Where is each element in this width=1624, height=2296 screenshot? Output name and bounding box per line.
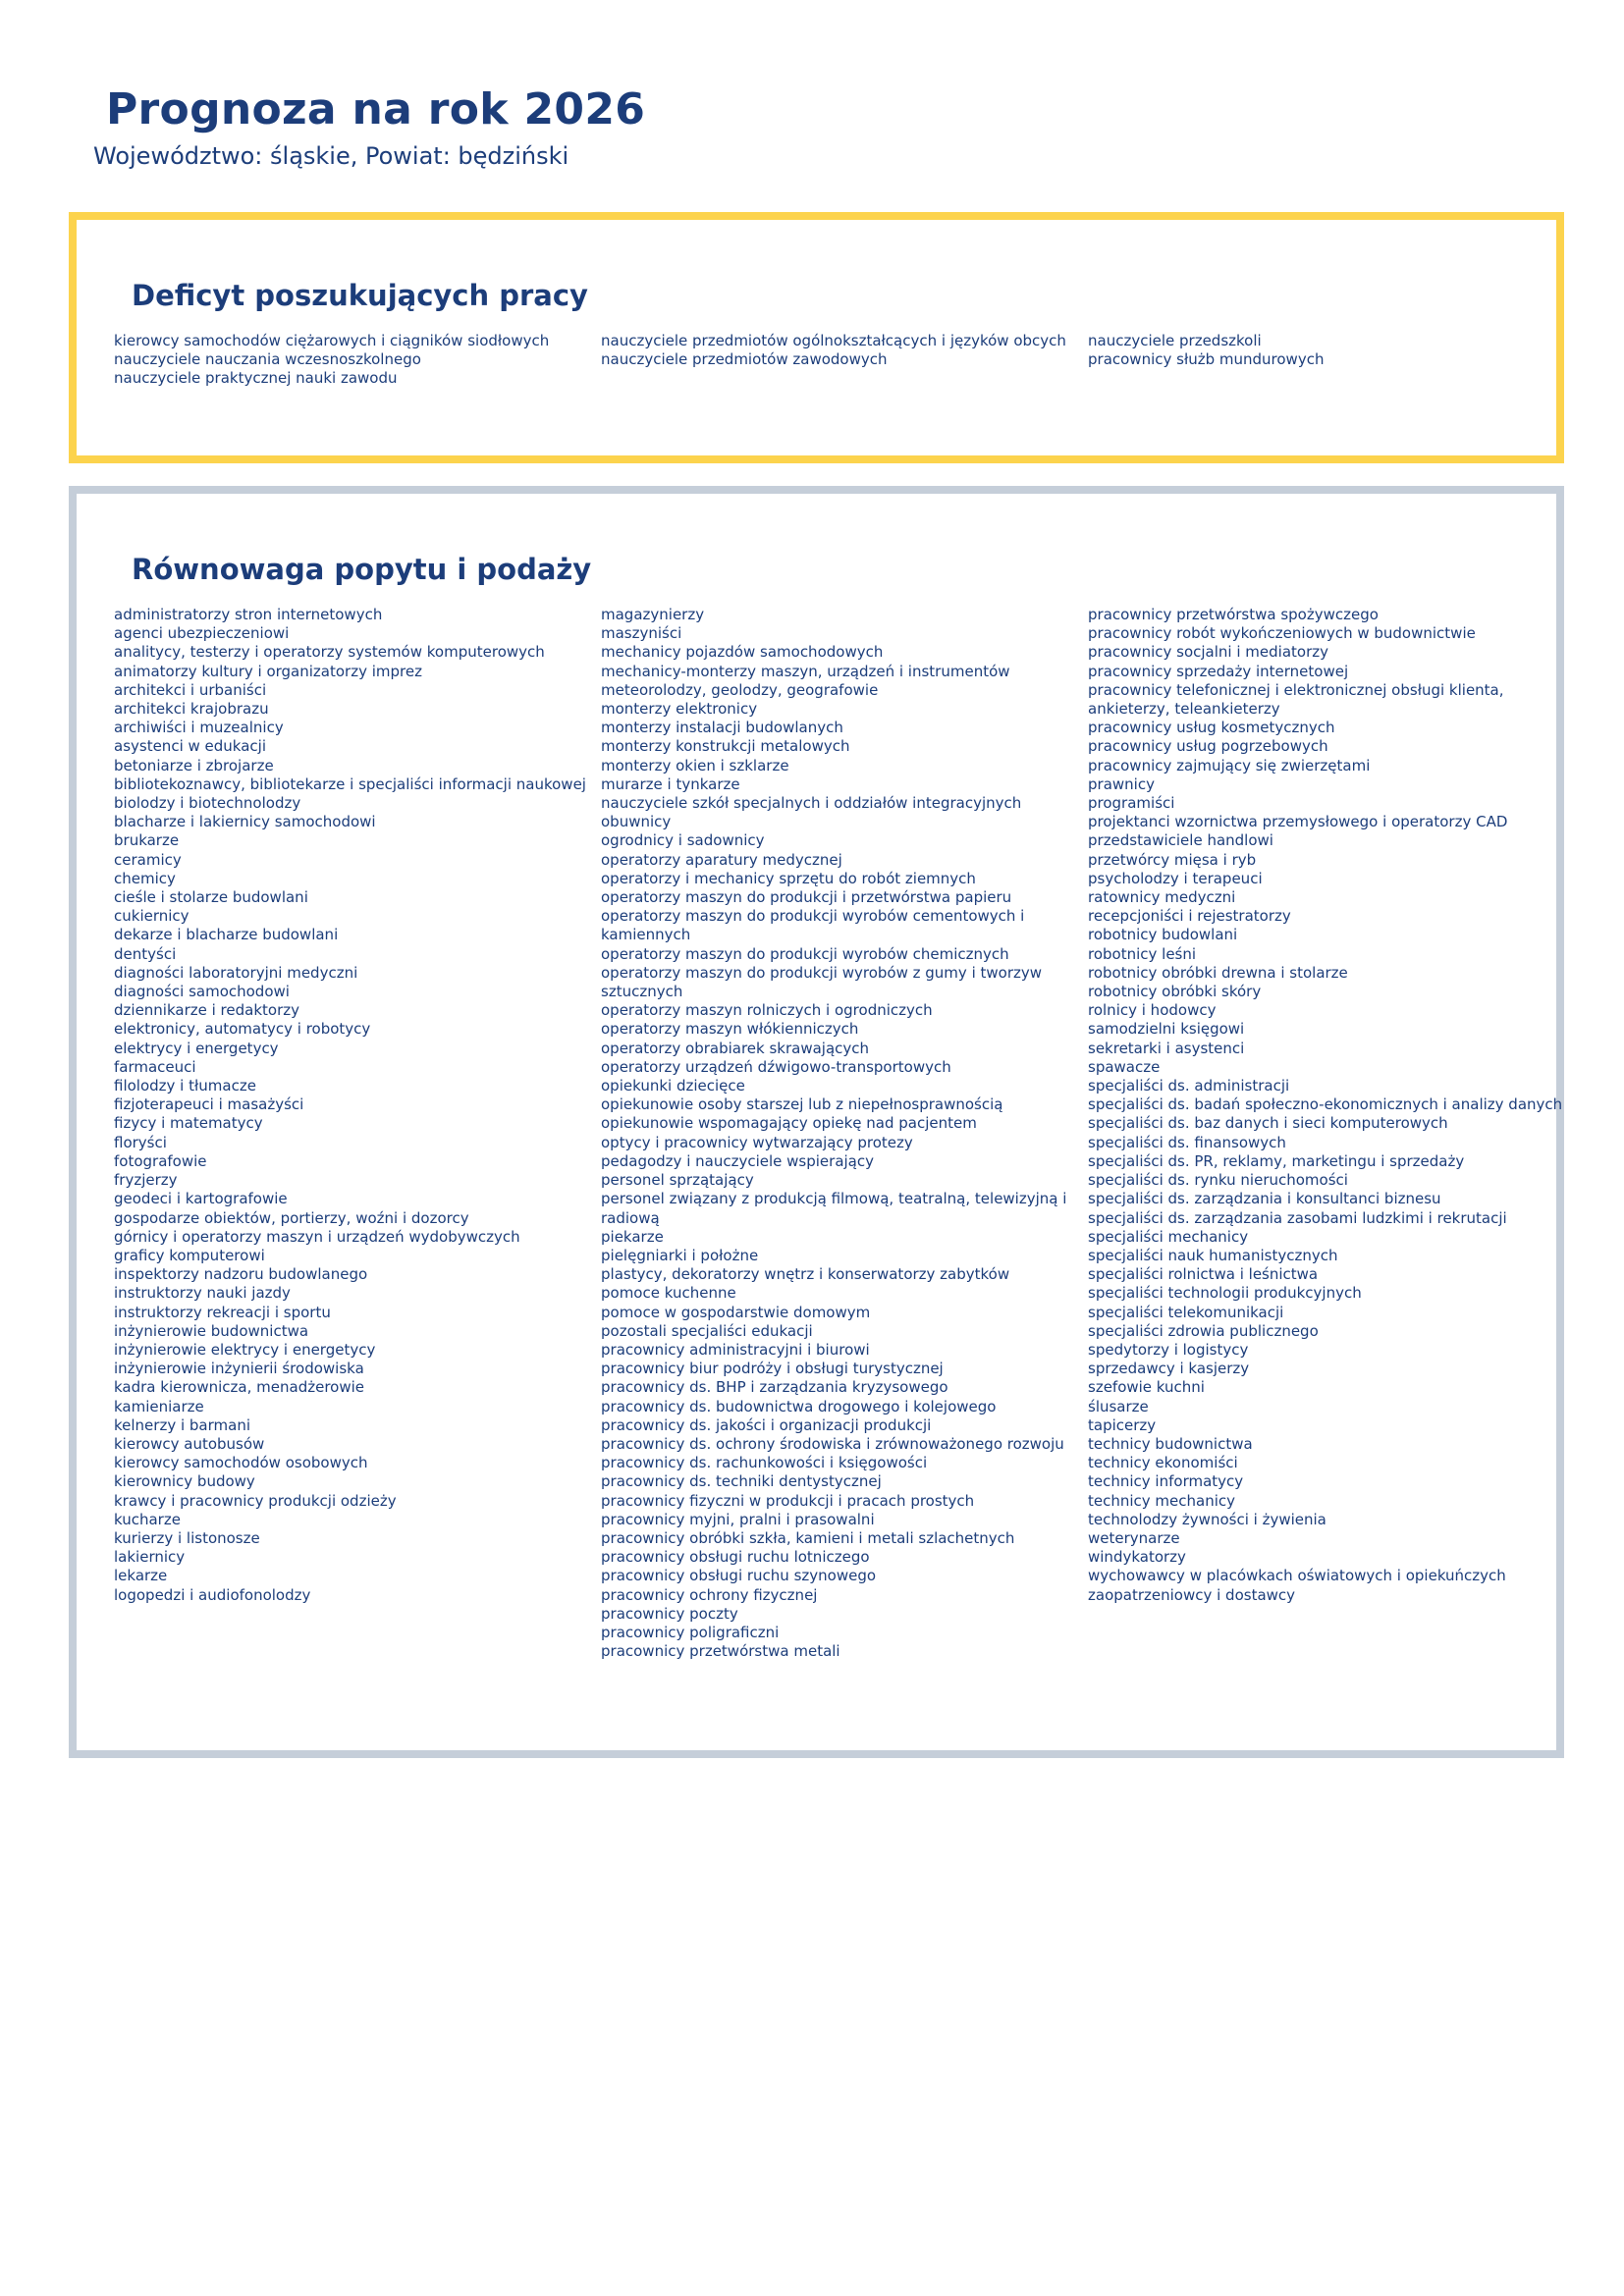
occupation-item: ratownicy medyczni bbox=[1088, 888, 1236, 907]
occupation-item: diagności laboratoryjni medyczni bbox=[114, 963, 358, 982]
occupation-item: inżynierowie elektrycy i energetycy bbox=[114, 1340, 376, 1359]
occupation-item: optycy i pracownicy wytwarzający protezy bbox=[601, 1133, 913, 1151]
balance-column bbox=[601, 606, 1088, 1661]
occupation-item: cieśle i stolarze budowlani bbox=[114, 888, 308, 907]
occupation-item: bibliotekoznawcy, bibliotekarze i specjaliści informacji naukowej bbox=[114, 774, 586, 793]
occupation-item: kierownicy budowy bbox=[114, 1472, 255, 1491]
occupation-item: mechanicy pojazdów samochodowych bbox=[601, 643, 884, 662]
occupation-item: nauczyciele przedmiotów zawodowych bbox=[601, 350, 888, 369]
balance-section-title: Równowaga popytu i podaży bbox=[132, 553, 592, 586]
occupation-item: monterzy instalacji budowlanych bbox=[601, 719, 843, 737]
occupation-item: windykatorzy bbox=[1088, 1548, 1186, 1567]
occupation-item: analitycy, testerzy i operatorzy systemów komputerowych bbox=[114, 643, 545, 662]
occupation-item: cukiernicy bbox=[114, 907, 189, 926]
occupation-item: nauczyciele przedszkoli bbox=[1088, 332, 1262, 349]
occupation-item: architekci i urbaniści bbox=[114, 680, 267, 699]
occupation-item: samodzielni księgowi bbox=[1088, 1020, 1245, 1039]
occupation-item: pracownicy usług kosmetycznych bbox=[1088, 719, 1335, 737]
occupation-item: pracownicy ds. techniki dentystycznej bbox=[601, 1472, 882, 1491]
occupation-item: specjaliści zdrowia publicznego bbox=[1088, 1321, 1319, 1340]
occupation-item: operatorzy urządzeń dźwigowo-transportowych bbox=[601, 1057, 951, 1076]
occupation-item: pracownicy obróbki szkła, kamieni i metali szlachetnych bbox=[601, 1528, 1015, 1547]
occupation-item: robotnicy budowlani bbox=[1088, 926, 1238, 944]
deficit-section-title: Deficyt poszukujących pracy bbox=[132, 279, 588, 312]
occupation-item: nauczyciele przedmiotów ogólnokształcących i języków obcych bbox=[601, 332, 1066, 349]
occupation-item: technicy budownictwa bbox=[1088, 1434, 1253, 1453]
occupation-item: gospodarze obiektów, portierzy, woźni i dozorcy bbox=[114, 1208, 469, 1227]
occupation-item: specjaliści ds. zarządzania i konsultanci biznesu bbox=[1088, 1190, 1441, 1208]
occupation-item: mechanicy-monterzy maszyn, urządzeń i instrumentów bbox=[601, 662, 1010, 680]
occupation-item: szefowie kuchni bbox=[1088, 1378, 1205, 1397]
occupation-item: diagności samochodowi bbox=[114, 983, 290, 1001]
occupation-item: robotnicy obróbki skóry bbox=[1088, 983, 1262, 1001]
occupation-item: architekci krajobrazu bbox=[114, 700, 269, 719]
occupation-item: specjaliści rolnictwa i leśnictwa bbox=[1088, 1265, 1319, 1284]
occupation-item: piekarze bbox=[601, 1227, 664, 1246]
occupation-item: pracownicy ochrony fizycznej bbox=[601, 1585, 818, 1604]
occupation-item: pedagodzy i nauczyciele wspierający bbox=[601, 1151, 874, 1170]
occupation-item: weterynarze bbox=[1088, 1528, 1180, 1547]
deficit-column bbox=[114, 332, 601, 389]
occupation-item: górnicy i operatorzy maszyn i urządzeń wydobywczych bbox=[114, 1227, 520, 1246]
deficit-section bbox=[69, 212, 1564, 463]
occupation-item: pomoce kuchenne bbox=[601, 1284, 736, 1303]
occupation-item: instruktorzy nauki jazdy bbox=[114, 1284, 291, 1303]
occupation-item: technicy informatycy bbox=[1088, 1472, 1244, 1491]
occupation-item: pozostali specjaliści edukacji bbox=[601, 1321, 813, 1340]
occupation-item: pracownicy fizyczni w produkcji i pracach prostych bbox=[601, 1491, 975, 1510]
occupation-item: inżynierowie budownictwa bbox=[114, 1321, 309, 1340]
occupation-item: pracownicy ds. BHP i zarządzania kryzysowego bbox=[601, 1378, 948, 1397]
occupation-item: fizjoterapeuci i masażyści bbox=[114, 1095, 304, 1114]
occupation-item: nauczyciele nauczania wczesnoszkolnego bbox=[114, 350, 421, 369]
occupation-item: fizycy i matematycy bbox=[114, 1114, 263, 1133]
occupation-item: ogrodnicy i sadownicy bbox=[601, 831, 765, 850]
occupation-item: blacharze i lakiernicy samochodowi bbox=[114, 813, 376, 831]
occupation-item: administratorzy stron internetowych bbox=[114, 606, 383, 623]
occupation-item: personel związany z produkcją filmową, teatralną, telewizyjną i radiową bbox=[601, 1190, 1067, 1227]
occupation-item: operatorzy aparatury medycznej bbox=[601, 850, 842, 869]
deficit-columns bbox=[114, 332, 1575, 389]
occupation-item: monterzy konstrukcji metalowych bbox=[601, 737, 850, 756]
occupation-item: operatorzy obrabiarek skrawających bbox=[601, 1039, 870, 1057]
occupation-item: pracownicy przetwórstwa metali bbox=[601, 1642, 840, 1661]
occupation-item: murarze i tynkarze bbox=[601, 774, 740, 793]
occupation-item: wychowawcy w placówkach oświatowych i opiekuńczych bbox=[1088, 1567, 1506, 1585]
occupation-item: graficy komputerowi bbox=[114, 1246, 265, 1264]
occupation-item: pracownicy telefonicznej i elektronicznej obsługi klienta, ankieterzy, teleankieterzy bbox=[1088, 680, 1504, 719]
balance-column bbox=[114, 606, 601, 1661]
occupation-item: monterzy okien i szklarze bbox=[601, 756, 789, 774]
occupation-item: asystenci w edukacji bbox=[114, 737, 266, 756]
occupation-item: nauczyciele szkół specjalnych i oddziałów integracyjnych bbox=[601, 794, 1022, 813]
occupation-item: sekretarki i asystenci bbox=[1088, 1039, 1245, 1057]
occupation-item: lakiernicy bbox=[114, 1548, 186, 1567]
occupation-item: ślusarze bbox=[1088, 1397, 1149, 1415]
occupation-item: filolodzy i tłumacze bbox=[114, 1077, 256, 1095]
occupation-item: operatorzy maszyn do produkcji wyrobów cementowych i kamiennych bbox=[601, 907, 1025, 944]
occupation-item: pracownicy ds. budownictwa drogowego i kolejowego bbox=[601, 1397, 997, 1415]
occupation-item: technicy mechanicy bbox=[1088, 1491, 1236, 1510]
balance-columns bbox=[114, 606, 1575, 1661]
occupation-item: elektrycy i energetycy bbox=[114, 1039, 279, 1057]
occupation-item: pracownicy sprzedaży internetowej bbox=[1088, 662, 1349, 680]
occupation-item: krawcy i pracownicy produkcji odzieży bbox=[114, 1491, 397, 1510]
occupation-item: pracownicy usług pogrzebowych bbox=[1088, 737, 1328, 756]
occupation-item: opiekunowie wspomagający opiekę nad pacjentem bbox=[601, 1114, 977, 1133]
occupation-item: projektanci wzornictwa przemysłowego i operatorzy CAD bbox=[1088, 813, 1508, 831]
occupation-item: kucharze bbox=[114, 1510, 181, 1528]
occupation-item: geodeci i kartografowie bbox=[114, 1190, 288, 1208]
occupation-item: farmaceuci bbox=[114, 1057, 196, 1076]
occupation-item: dentyści bbox=[114, 944, 177, 963]
occupation-item: specjaliści mechanicy bbox=[1088, 1227, 1249, 1246]
occupation-item: pracownicy zajmujący się zwierzętami bbox=[1088, 756, 1371, 774]
occupation-item: operatorzy maszyn włókienniczych bbox=[601, 1020, 859, 1039]
occupation-item: operatorzy maszyn do produkcji wyrobów z gumy i tworzyw sztucznych bbox=[601, 963, 1043, 1001]
occupation-item: sprzedawcy i kasjerzy bbox=[1088, 1360, 1250, 1378]
occupation-item: pracownicy służb mundurowych bbox=[1088, 350, 1325, 369]
occupation-item: recepcjoniści i rejestratorzy bbox=[1088, 907, 1291, 926]
occupation-item: opiekunowie osoby starszej lub z niepełnosprawnością bbox=[601, 1095, 1003, 1114]
occupation-item: kierowcy samochodów osobowych bbox=[114, 1454, 368, 1472]
occupation-item: specjaliści technologii produkcyjnych bbox=[1088, 1284, 1362, 1303]
deficit-column bbox=[601, 332, 1088, 389]
occupation-item: spawacze bbox=[1088, 1057, 1161, 1076]
occupation-item: pracownicy ds. ochrony środowiska i zrównoważonego rozwoju bbox=[601, 1434, 1064, 1453]
occupation-item: pracownicy obsługi ruchu lotniczego bbox=[601, 1548, 870, 1567]
occupation-item: archiwiści i muzealnicy bbox=[114, 719, 284, 737]
occupation-item: specjaliści ds. badań społeczno-ekonomicznych i analizy danych bbox=[1088, 1095, 1563, 1114]
occupation-item: pracownicy administracyjni i biurowi bbox=[601, 1340, 870, 1359]
occupation-item: monterzy elektronicy bbox=[601, 700, 758, 719]
occupation-item: personel sprzątający bbox=[601, 1171, 754, 1190]
occupation-item: specjaliści ds. zarządzania zasobami ludzkimi i rekrutacji bbox=[1088, 1208, 1507, 1227]
occupation-item: specjaliści ds. baz danych i sieci komputerowych bbox=[1088, 1114, 1448, 1133]
occupation-item: animatorzy kultury i organizatorzy imprez bbox=[114, 662, 422, 680]
occupation-item: rolnicy i hodowcy bbox=[1088, 1001, 1217, 1020]
occupation-item: agenci ubezpieczeniowi bbox=[114, 624, 290, 643]
deficit-column bbox=[1088, 332, 1575, 389]
balance-section bbox=[69, 486, 1564, 1758]
occupation-item: brukarze bbox=[114, 831, 180, 850]
occupation-item: pracownicy ds. jakości i organizacji produkcji bbox=[601, 1415, 932, 1434]
occupation-item: prawnicy bbox=[1088, 774, 1155, 793]
occupation-item: kierowcy autobusów bbox=[114, 1434, 265, 1453]
occupation-item: nauczyciele praktycznej nauki zawodu bbox=[114, 369, 398, 388]
occupation-item: chemicy bbox=[114, 869, 176, 887]
occupation-item: przedstawiciele handlowi bbox=[1088, 831, 1273, 850]
occupation-item: maszyniści bbox=[601, 624, 682, 643]
occupation-item: technicy ekonomiści bbox=[1088, 1454, 1238, 1472]
occupation-item: robotnicy leśni bbox=[1088, 944, 1197, 963]
occupation-item: technolodzy żywności i żywienia bbox=[1088, 1510, 1326, 1528]
page-title: Prognoza na rok 2026 bbox=[106, 84, 646, 134]
occupation-item: elektronicy, automatycy i robotycy bbox=[114, 1020, 371, 1039]
occupation-item: specjaliści ds. finansowych bbox=[1088, 1133, 1286, 1151]
occupation-item: biolodzy i biotechnolodzy bbox=[114, 794, 301, 813]
occupation-item: pracownicy robót wykończeniowych w budownictwie bbox=[1088, 624, 1476, 643]
occupation-item: pracownicy ds. rachunkowości i księgowości bbox=[601, 1454, 928, 1472]
occupation-item: inżynierowie inżynierii środowiska bbox=[114, 1360, 364, 1378]
occupation-item: pracownicy myjni, pralni i prasowalni bbox=[601, 1510, 875, 1528]
occupation-item: opiekunki dziecięce bbox=[601, 1077, 745, 1095]
occupation-item: operatorzy maszyn do produkcji i przetwórstwa papieru bbox=[601, 888, 1012, 907]
occupation-item: kurierzy i listonosze bbox=[114, 1528, 260, 1547]
occupation-item: pomoce w gospodarstwie domowym bbox=[601, 1303, 871, 1321]
occupation-item: pracownicy obsługi ruchu szynowego bbox=[601, 1567, 877, 1585]
occupation-item: floryści bbox=[114, 1133, 167, 1151]
occupation-item: tapicerzy bbox=[1088, 1415, 1157, 1434]
page-subtitle: Województwo: śląskie, Powiat: będziński bbox=[93, 142, 569, 170]
occupation-item: magazynierzy bbox=[601, 606, 705, 623]
occupation-item: pracownicy poczty bbox=[601, 1604, 738, 1623]
occupation-item: ceramicy bbox=[114, 850, 182, 869]
occupation-item: pracownicy poligraficzni bbox=[601, 1623, 780, 1641]
occupation-item: spedytorzy i logistycy bbox=[1088, 1340, 1249, 1359]
occupation-item: fotografowie bbox=[114, 1151, 207, 1170]
occupation-item: operatorzy i mechanicy sprzętu do robót ziemnych bbox=[601, 869, 976, 887]
occupation-item: dziennikarze i redaktorzy bbox=[114, 1001, 300, 1020]
occupation-item: fryzjerzy bbox=[114, 1171, 178, 1190]
occupation-item: psycholodzy i terapeuci bbox=[1088, 869, 1263, 887]
occupation-item: instruktorzy rekreacji i sportu bbox=[114, 1303, 331, 1321]
occupation-item: logopedzi i audiofonolodzy bbox=[114, 1585, 311, 1604]
occupation-item: operatorzy maszyn do produkcji wyrobów chemicznych bbox=[601, 944, 1009, 963]
occupation-item: specjaliści ds. administracji bbox=[1088, 1077, 1290, 1095]
occupation-item: kamieniarze bbox=[114, 1397, 204, 1415]
occupation-item: specjaliści ds. PR, reklamy, marketingu i sprzedaży bbox=[1088, 1151, 1465, 1170]
occupation-item: inspektorzy nadzoru budowlanego bbox=[114, 1265, 368, 1284]
occupation-item: pracownicy socjalni i mediatorzy bbox=[1088, 643, 1328, 662]
occupation-item: kadra kierownicza, menadżerowie bbox=[114, 1378, 364, 1397]
balance-column bbox=[1088, 606, 1575, 1661]
occupation-item: specjaliści ds. rynku nieruchomości bbox=[1088, 1171, 1348, 1190]
occupation-item: specjaliści telekomunikacji bbox=[1088, 1303, 1284, 1321]
occupation-item: robotnicy obróbki drewna i stolarze bbox=[1088, 963, 1348, 982]
occupation-item: przetwórcy mięsa i ryb bbox=[1088, 850, 1257, 869]
occupation-item: dekarze i blacharze budowlani bbox=[114, 926, 339, 944]
occupation-item: obuwnicy bbox=[601, 813, 672, 831]
occupation-item: kierowcy samochodów ciężarowych i ciągników siodłowych bbox=[114, 332, 550, 349]
occupation-item: meteorolodzy, geolodzy, geografowie bbox=[601, 680, 879, 699]
occupation-item: pracownicy przetwórstwa spożywczego bbox=[1088, 606, 1379, 623]
occupation-item: kelnerzy i barmani bbox=[114, 1415, 250, 1434]
occupation-item: programiści bbox=[1088, 794, 1175, 813]
occupation-item: pracownicy biur podróży i obsługi turystycznej bbox=[601, 1360, 944, 1378]
occupation-item: lekarze bbox=[114, 1567, 168, 1585]
occupation-item: plastycy, dekoratorzy wnętrz i konserwatorzy zabytków bbox=[601, 1265, 1010, 1284]
occupation-item: betoniarze i zbrojarze bbox=[114, 756, 274, 774]
occupation-item: specjaliści nauk humanistycznych bbox=[1088, 1246, 1338, 1264]
occupation-item: operatorzy maszyn rolniczych i ogrodniczych bbox=[601, 1001, 933, 1020]
occupation-item: zaopatrzeniowcy i dostawcy bbox=[1088, 1585, 1296, 1604]
occupation-item: pielęgniarki i położne bbox=[601, 1246, 759, 1264]
